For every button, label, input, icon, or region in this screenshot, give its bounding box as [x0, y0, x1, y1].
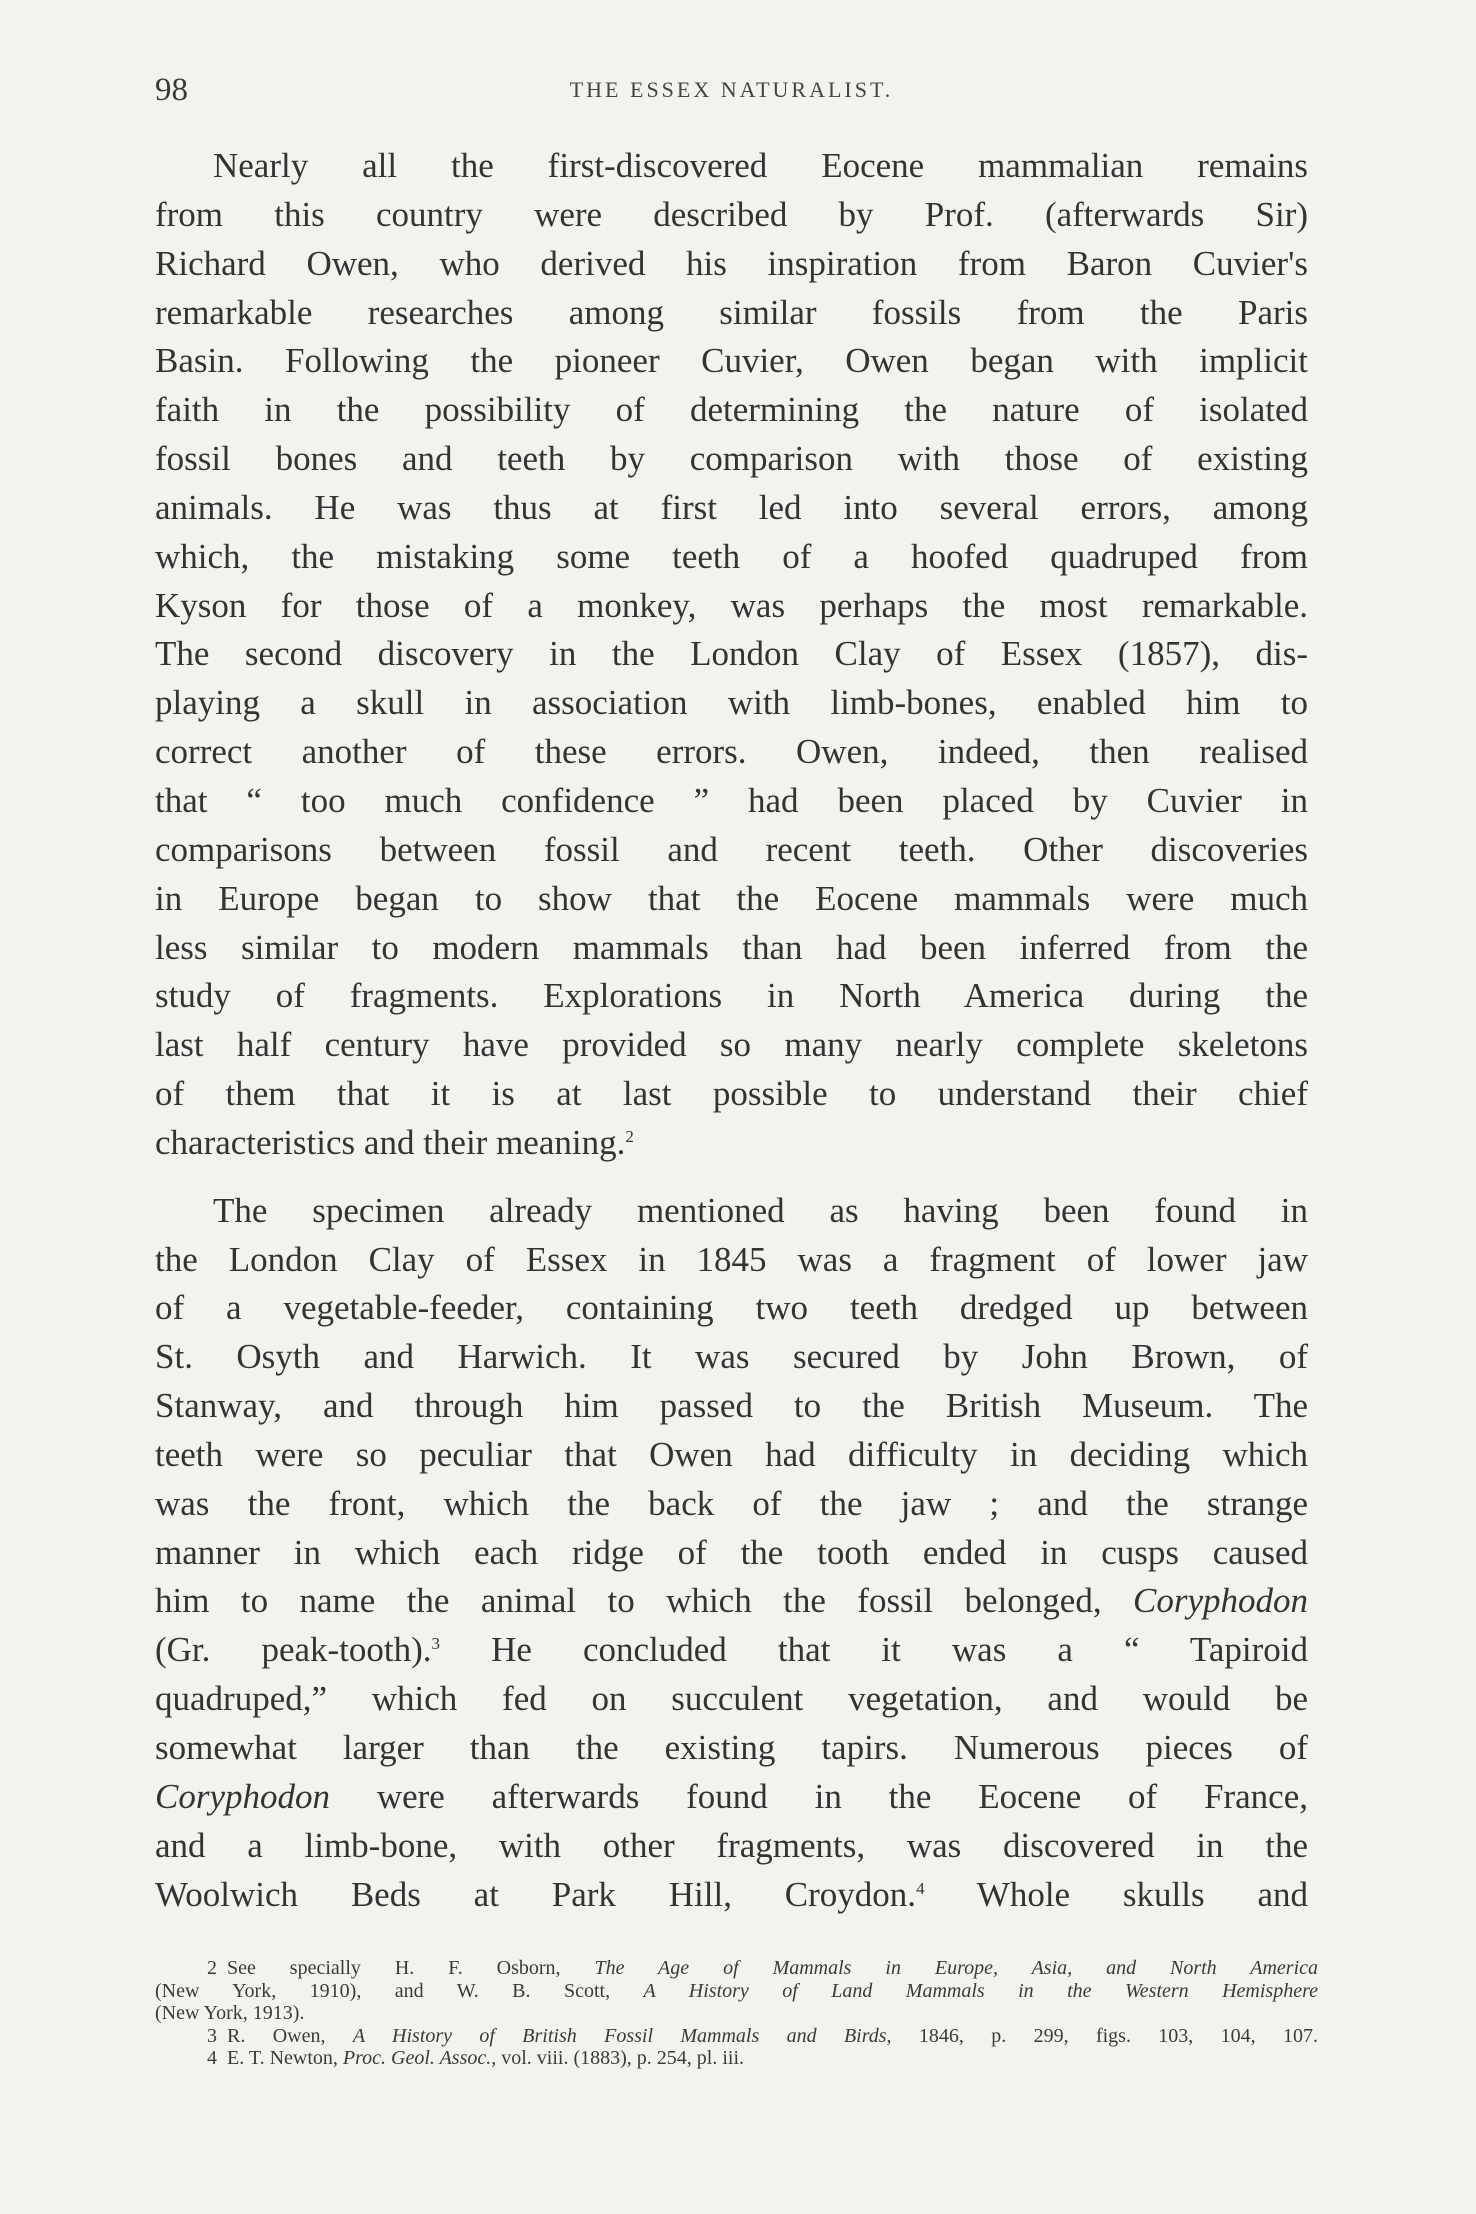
text-line: from this country were described by Prof. (afterwards Sir)	[155, 194, 1308, 234]
text-line: quadruped,” which fed on succulent vegetation, and would be	[155, 1679, 1308, 1719]
journal-title: Proc. Geol. Assoc.	[342, 2047, 492, 2069]
text-line: Basin. Following the pioneer Cuvier, Owen began with implicit	[155, 341, 1308, 381]
line-text: (Gr. peak-tooth).	[155, 1630, 432, 1670]
text-line: fossil bones and teeth by comparison with those of existing	[155, 439, 1308, 479]
footnote-ref-4[interactable]: 4	[916, 1878, 925, 1898]
text-line: Kyson for those of a monkey, was perhaps the most remarkable.	[155, 585, 1308, 625]
text-line: The specimen already mentioned as having been found in	[213, 1190, 1308, 1230]
paragraph-2	[155, 1187, 1308, 1920]
line-text: were afterwards found in the Eocene of France,	[376, 1776, 1308, 1816]
text-line: Nearly all the first-discovered Eocene mammalian remains	[213, 146, 1308, 185]
text-line: faith in the possibility of determining the nature of isolated	[155, 390, 1308, 430]
text-line: Richard Owen, who derived his inspiration from Baron Cuvier's	[155, 243, 1308, 283]
text-line: of a vegetable-feeder, containing two teeth dredged up between	[155, 1288, 1308, 1328]
text-line: last half century have provided so many nearly complete skeletons	[155, 1025, 1308, 1065]
text-line	[155, 1773, 1308, 1822]
text-line: that “ too much confidence ” had been placed by Cuvier in	[155, 780, 1308, 820]
footnote-text: , 1846, p. 299, figs. 103, 104, 107.	[886, 2024, 1319, 2047]
page-header	[155, 70, 1308, 110]
running-title: THE ESSEX NATURALIST.	[569, 77, 894, 102]
footnote-number: 4	[207, 2047, 217, 2069]
text-line: the London Clay of Essex in 1845 was a fragment of lower jaw	[155, 1239, 1308, 1279]
body-text	[155, 142, 1308, 1919]
text-line: St. Osyth and Harwich. It was secured by John Brown, of	[155, 1337, 1308, 1377]
text-line: correct another of these errors. Owen, indeed, then realised	[155, 732, 1308, 772]
footnote-2-line	[155, 1980, 1318, 2003]
text-line: animals. He was thus at first led into several errors, among	[155, 487, 1308, 527]
page-number: 98	[155, 72, 188, 108]
footnote-2	[155, 1957, 1318, 1980]
line-text: Whole skulls and	[976, 1874, 1308, 1914]
text-line	[155, 1577, 1308, 1626]
text-line: study of fragments. Explorations in North America during the	[155, 976, 1308, 1016]
text-line: The second discovery in the London Clay of Essex (1857), dis-	[155, 634, 1308, 674]
book-title: A History of British Fossil Mammals and Birds	[352, 2024, 887, 2047]
line-text: He concluded that it was a “ Tapiroid	[491, 1630, 1309, 1670]
paragraph-1	[155, 142, 1308, 1168]
text-line: in Europe began to show that the Eocene mammals were much	[155, 878, 1308, 918]
genus-name: Coryphodon	[1133, 1581, 1309, 1621]
text-line	[155, 1119, 1308, 1168]
text-line: teeth were so peculiar that Owen had difficulty in deciding which	[155, 1434, 1308, 1474]
line-text: him to name the animal to which the fossil belonged,	[155, 1581, 1102, 1621]
footnote-ref-3[interactable]: 3	[431, 1634, 441, 1654]
text-line	[155, 1626, 1308, 1675]
text-line: of them that it is at last possible to understand their chief	[155, 1074, 1308, 1114]
text-line	[155, 1871, 1308, 1920]
text-line: playing a skull in association with limb-bones, enabled him to	[155, 683, 1308, 723]
footnote-2-line: (New York, 1913).	[155, 2002, 305, 2024]
text-line: manner in which each ridge of the tooth ended in cusps caused	[155, 1532, 1308, 1572]
genus-name: Coryphodon	[155, 1776, 330, 1816]
footnote-3	[155, 2025, 1318, 2048]
footnote-4	[155, 2047, 1318, 2070]
text-line: and a limb-bone, with other fragments, was discovered in the	[155, 1825, 1308, 1865]
footnote-text: See specially H. F. Osborn,	[227, 1957, 561, 1979]
text-line: remarkable researches among similar fossils from the Paris	[155, 292, 1308, 332]
paragraph-gap	[155, 1168, 1308, 1187]
line-text: characteristics and their meaning.	[155, 1122, 626, 1162]
book-title: The Age of Mammals in Europe, Asia, and North America	[594, 1957, 1319, 1979]
text-line: comparisons between fossil and recent teeth. Other discoveries	[155, 829, 1308, 869]
text-line: less similar to modern mammals than had been inferred from the	[155, 927, 1308, 967]
footnotes	[155, 1957, 1318, 2070]
footnote-ref-2[interactable]: 2	[625, 1126, 634, 1146]
book-title: A History of Land Mammals in the Western Hemisphere	[643, 1979, 1319, 2002]
text-line: Stanway, and through him passed to the British Museum. The	[155, 1386, 1308, 1426]
footnote-text: R. Owen,	[227, 2024, 326, 2047]
footnote-text: , vol. viii. (1883), p. 254, pl. iii.	[491, 2047, 745, 2069]
footnote-text: E. T. Newton,	[227, 2047, 338, 2069]
footnote-number: 2	[207, 1957, 217, 1979]
text-line: somewhat larger than the existing tapirs. Numerous pieces of	[155, 1728, 1308, 1767]
text-line: was the front, which the back of the jaw ; and the strange	[155, 1483, 1308, 1523]
footnote-number: 3	[207, 2024, 217, 2047]
line-text: Woolwich Beds at Park Hill, Croydon.	[155, 1874, 917, 1914]
text-line: which, the mistaking some teeth of a hoofed quadruped from	[155, 536, 1308, 576]
footnote-text: (New York, 1910), and W. B. Scott,	[155, 1979, 611, 2002]
